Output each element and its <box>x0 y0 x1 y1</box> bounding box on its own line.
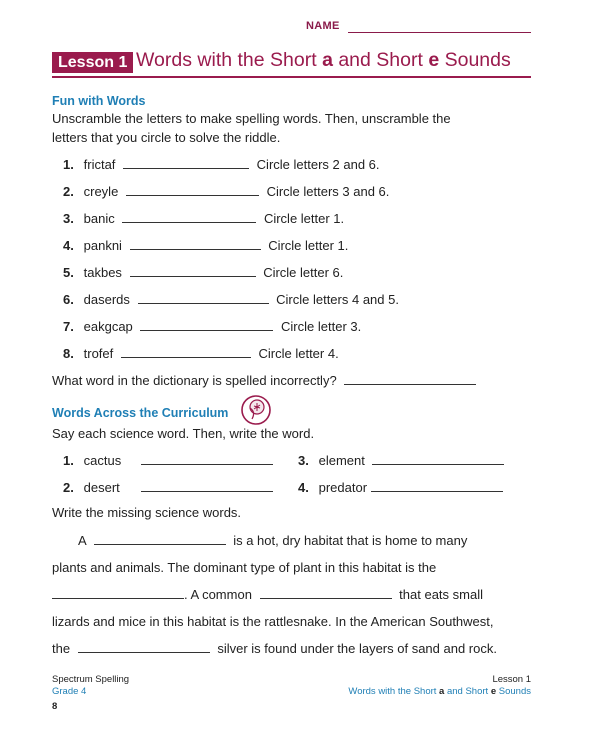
title-divider <box>52 76 531 78</box>
answer-line[interactable] <box>126 194 259 196</box>
list-item <box>63 480 273 495</box>
footer-vowel-a: a <box>439 686 445 697</box>
lesson-badge: Lesson 1 <box>52 52 133 73</box>
para-text: silver is found under the layers of sand and rock. <box>217 641 497 656</box>
list-item <box>63 346 339 361</box>
circle-hint: Circle letter 6. <box>263 265 344 280</box>
circle-hint: Circle letters 3 and 6. <box>266 184 390 199</box>
title-vowel-a: a <box>322 49 333 71</box>
page-title <box>136 49 511 72</box>
scrambled-word: daserds <box>83 292 130 307</box>
circle-hint: Circle letter 4. <box>258 346 339 361</box>
circle-hint: Circle letter 1. <box>268 238 349 253</box>
science-word: element <box>318 453 365 468</box>
paragraph-line <box>78 533 467 548</box>
circle-hint: Circle letter 3. <box>281 319 362 334</box>
list-item <box>63 211 344 226</box>
blank-line[interactable] <box>260 597 392 599</box>
riddle-row <box>52 373 476 388</box>
item-number: 4. <box>298 480 309 495</box>
title-vowel-e: e <box>428 49 440 71</box>
circle-hint: Circle letters 4 and 5. <box>276 292 399 307</box>
scrambled-word: trofef <box>83 346 114 361</box>
list-item <box>63 238 348 253</box>
footer-publisher: Spectrum Spelling <box>52 674 130 685</box>
curriculum-heading: Words Across the Curriculum <box>52 406 229 420</box>
para-text: A <box>78 533 86 548</box>
item-number: 1. <box>63 157 74 172</box>
science-icon <box>240 394 272 426</box>
item-number: 2. <box>63 184 74 199</box>
scrambled-word: banic <box>83 211 115 226</box>
footer-lesson: Lesson 1 <box>492 674 531 685</box>
para-text: is a hot, dry habitat that is home to many <box>233 533 468 548</box>
riddle-question: What word in the dictionary is spelled incorrectly? <box>52 373 337 388</box>
scrambled-word: pankni <box>83 238 122 253</box>
footer-subtitle-suffix: Sounds <box>496 686 531 697</box>
name-label: NAME <box>306 20 340 32</box>
list-item <box>63 265 343 280</box>
science-word: predator <box>318 480 368 495</box>
title-suffix: Sounds <box>439 49 511 71</box>
answer-line[interactable] <box>123 167 249 169</box>
scrambled-word: takbes <box>83 265 122 280</box>
footer-subtitle-prefix: Words with the Short <box>348 686 440 697</box>
blank-line[interactable] <box>52 597 184 599</box>
list-item <box>298 453 504 468</box>
scrambled-word: frictaf <box>83 157 116 172</box>
curriculum-instructions: Say each science word. Then, write the word. <box>52 426 315 441</box>
page-number: 8 <box>52 701 58 712</box>
item-number: 8. <box>63 346 74 361</box>
fun-heading: Fun with Words <box>52 94 146 108</box>
missing-instructions: Write the missing science words. <box>52 505 242 520</box>
list-item <box>298 480 503 495</box>
circle-hint: Circle letter 1. <box>263 211 345 226</box>
item-number: 6. <box>63 292 74 307</box>
list-item <box>63 184 389 199</box>
name-field[interactable] <box>348 32 531 33</box>
item-number: 3. <box>63 211 74 226</box>
para-text: . A common <box>184 587 252 602</box>
paragraph-line <box>52 560 436 575</box>
list-item <box>63 319 361 334</box>
answer-line[interactable] <box>138 302 269 304</box>
item-number: 2. <box>63 480 74 495</box>
para-text: that eats small <box>399 587 483 602</box>
answer-line[interactable] <box>141 490 273 492</box>
item-number: 7. <box>63 319 74 334</box>
riddle-answer-line[interactable] <box>344 383 476 385</box>
footer-subtitle-middle: and Short <box>444 686 491 697</box>
list-item <box>63 292 399 307</box>
circle-hint: Circle letters 2 and 6. <box>256 157 380 172</box>
scrambled-word: eakgcap <box>83 319 133 334</box>
fun-instructions-line2: letters that you circle to solve the riddle. <box>52 130 281 145</box>
answer-line[interactable] <box>371 490 503 492</box>
paragraph-line <box>52 587 483 602</box>
item-number: 5. <box>63 265 74 280</box>
blank-line[interactable] <box>78 651 210 653</box>
answer-line[interactable] <box>130 248 261 250</box>
item-number: 1. <box>63 453 74 468</box>
title-middle: and Short <box>332 49 429 71</box>
scrambled-word: creyle <box>83 184 119 199</box>
list-item <box>63 157 380 172</box>
paragraph-line <box>52 614 494 629</box>
item-number: 3. <box>298 453 309 468</box>
footer-grade: Grade 4 <box>52 686 87 697</box>
list-item <box>63 453 273 468</box>
footer-subtitle <box>348 686 531 697</box>
answer-line[interactable] <box>122 221 256 223</box>
science-word: desert <box>83 480 120 495</box>
para-text: the <box>52 641 71 656</box>
answer-line[interactable] <box>121 356 251 358</box>
science-word: cactus <box>83 453 122 468</box>
answer-line[interactable] <box>130 275 256 277</box>
blank-line[interactable] <box>94 543 226 545</box>
paragraph-line <box>52 641 497 656</box>
title-prefix: Words with the Short <box>136 49 323 71</box>
para-text: lizards and mice in this habitat is the rattlesnake. In the American Southwest, <box>52 614 494 629</box>
item-number: 4. <box>63 238 74 253</box>
footer-vowel-e: e <box>490 686 497 697</box>
fun-instructions-line1: Unscramble the letters to make spelling words. Then, unscramble the <box>52 111 451 126</box>
answer-line[interactable] <box>141 463 273 465</box>
answer-line[interactable] <box>372 463 504 465</box>
answer-line[interactable] <box>140 329 273 331</box>
para-text: plants and animals. The dominant type of plant in this habitat is the <box>52 560 437 575</box>
